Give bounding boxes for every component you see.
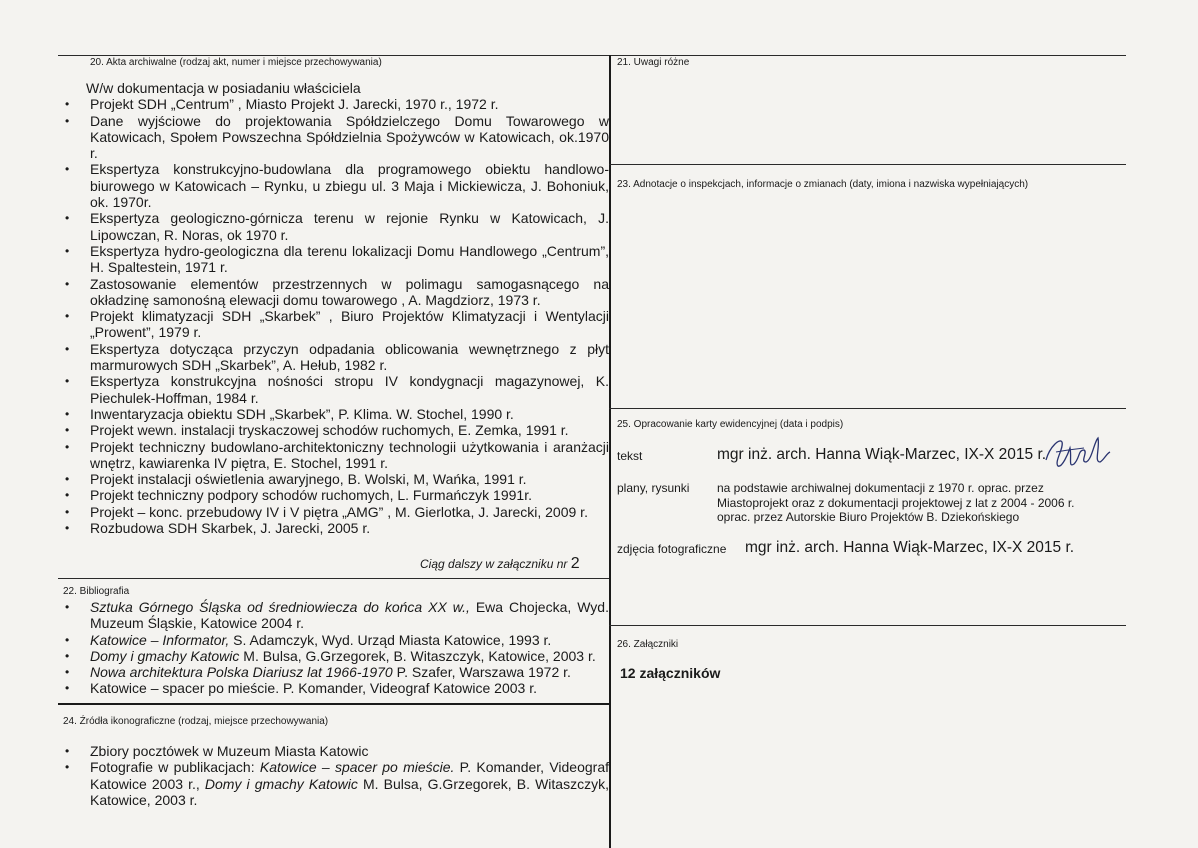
list-item: • Ekspertyza konstrukcyjno-budowlana dla programowego obiektu handlowo-biurowego w Katowicach – Rynku, u zbiegu ul. 3 Maja i Mickiewicza, J. Bohoniuk, ok. 1970r. (64, 161, 609, 210)
book-title: Katowice – Informator, (90, 631, 230, 648)
list-item: • Rozbudowa SDH Skarbek, J. Jarecki, 2005 r. (64, 520, 609, 536)
text-fragment: M. Bulsa, G.Grzegorek, B. Witaszczyk, Katowice, 2003 r. (90, 775, 609, 808)
archive-list (64, 96, 609, 536)
list-item: • Ekspertyza hydro-geologiczna dla terenu lokalizacji Domu Handlowego „Centrum”, H. Spaltestein, 1971 r. (64, 243, 609, 276)
attachments-count: 12 załączników (620, 665, 721, 681)
list-item: • Projekt klimatyzacji SDH „Skarbek” , Biuro Projektów Klimatyzacji i Wentylacji „Prowent”, 1979 r. (64, 308, 609, 341)
section-23-header: 23. Adnotacje o inspekcjach, informacje o zmianach (daty, imiona i nazwiska wypełniających) (617, 179, 1029, 190)
zdjecia-value: mgr inż. arch. Hanna Wiąk-Marzec, IX-X 2015 r. (745, 539, 1075, 556)
rule-23-25 (609, 408, 1126, 409)
text-fragment: Fotografie w publikacjach: (90, 759, 260, 776)
list-item: • Projekt – konc. przebudowy IV i V piętra „AMG” , M. Gierlotka, J. Jarecki, 2009 r. (64, 504, 609, 520)
list-item: • Ekspertyza konstrukcyjna nośności stropu IV kondygnacji magazynowej, K. Piechulek-Hoffman, 1984 r. (64, 373, 609, 406)
rule-20-22 (58, 578, 609, 579)
iconography-list (64, 743, 609, 808)
list-item (64, 648, 609, 664)
tekst-label: tekst (617, 449, 643, 463)
plany-line: Miastoprojekt oraz z dokumentacji projektowej z lat z 2004 - 2006 r. (717, 495, 1075, 510)
bibliography-list (64, 599, 609, 697)
book-details: S. Adamczyk, Wyd. Urząd Miasta Katowice, 1993 r. (229, 631, 552, 648)
book-details: M. Bulsa, G.Grzegorek, B. Witaszczyk, Katowice, 2003 r. (239, 647, 596, 664)
continuation-note (420, 555, 580, 573)
section-24-header: 24. Źródła ikonograficzne (rodzaj, miejsce przechowywania) (63, 716, 329, 727)
section-20-header: 20. Akta archiwalne (rodzaj akt, numer i miejsce przechowywania) (90, 57, 382, 68)
list-item: • Projekt techniczny budowlano-architektoniczny technologii użytkowania i aranżacji wnętrz, kawiarenka IV piętra, E. Stochel, 1991 r. (64, 439, 609, 472)
section-22-body (64, 599, 609, 697)
plany-line: na podstawie archiwalnej dokumentacji z 1970 r. oprac. przez (717, 481, 1044, 495)
section-24-body (64, 743, 609, 808)
book-title: Nowa architektura Polska Diariusz lat 1966-1970 (90, 664, 393, 681)
rule-22-24 (58, 703, 609, 705)
book-title: Sztuka Górnego Śląska od średniowiecza do końca XX w., (90, 599, 470, 615)
list-item: • Zastosowanie elementów przestrzennych w polimagu samogasnącego na okładzinę samonośną elewacji domu towarowego , A. Magdziorz, 1973 r. (64, 276, 609, 309)
list-item (64, 632, 609, 648)
signature-icon (1040, 428, 1112, 474)
top-rule (58, 55, 1126, 56)
list-item: • Projekt techniczny podpory schodów ruchomych, L. Furmańczyk 1991r. (64, 487, 609, 503)
list-item: • Projekt SDH „Centrum” , Miasto Projekt J. Jarecki, 1970 r., 1972 r. (64, 96, 609, 112)
publication-title: Domy i gmachy Katowic (204, 775, 358, 792)
rule-25-26 (609, 625, 1126, 626)
list-item: • Projekt instalacji oświetlenia awaryjnego, B. Wolski, M, Wańka, 1991 r. (64, 471, 609, 487)
continuation-text: Ciąg dalszy w załączniku nr (420, 557, 568, 571)
list-item: • Inwentaryzacja obiektu SDH „Skarbek”, P. Klima. W. Stochel, 1990 r. (64, 406, 609, 422)
tekst-value: mgr inż. arch. Hanna Wiąk-Marzec, IX-X 2015 r. (717, 446, 1047, 463)
plany-line: oprac. przez Autorskie Biuro Projektów B. Dziekońskiego (717, 510, 1020, 524)
zdjecia-label: zdjęcia fotograficzne (617, 542, 727, 556)
publication-title: Katowice – spacer po mieście. (259, 759, 455, 776)
continuation-number: 2 (570, 555, 580, 572)
section-20-intro: W/w dokumentacja w posiadaniu właściciela (86, 80, 361, 96)
book-details: Katowice – spacer po mieście. P. Komander, Videograf Katowice 2003 r. (90, 680, 537, 697)
section-20-body (64, 80, 609, 536)
list-item (64, 599, 609, 632)
list-item: • Ekspertyza dotycząca przyczyn odpadania oblicowania wewnętrznego z płyt marmurowych SDH „Skarbek”, A. Hełub, 1982 r. (64, 341, 609, 374)
section-21-header: 21. Uwagi różne (617, 57, 690, 68)
list-item: • Zbiory pocztówek w Muzeum Miasta Katowic (64, 743, 609, 759)
list-item (64, 664, 609, 680)
center-divider (609, 55, 611, 848)
book-details: P. Szafer, Warszawa 1972 r. (392, 664, 571, 681)
section-26-header: 26. Załączniki (617, 639, 679, 650)
section-25-header: 25. Opracowanie karty ewidencyjnej (data i podpis) (617, 419, 844, 430)
list-item (64, 759, 609, 808)
list-item: • Ekspertyza geologiczno-górnicza terenu w rejonie Rynku w Katowicach, J. Lipowczan, R. Noras, ok 1970 r. (64, 210, 609, 243)
list-item: • Projekt wewn. instalacji tryskaczowej schodów ruchomych, E. Zemka, 1991 r. (64, 422, 609, 438)
plany-label: plany, rysunki (617, 481, 690, 495)
list-item (64, 680, 609, 696)
rule-21-23 (609, 164, 1126, 165)
book-details: Ewa Chojecka, Wyd. Muzeum Śląskie, Katowice 2004 r. (90, 599, 609, 632)
text-fragment: P. Komander, Videograf Katowice 2003 r., (90, 759, 609, 792)
list-item: • Dane wyjściowe do projektowania Spółdzielczego Domu Towarowego w Katowicach, Społem Powszechna Spółdzielnia Spożywców w Katowicach, ok.1970 r. (64, 113, 609, 162)
section-22-header: 22. Bibliografia (63, 586, 130, 597)
book-title: Domy i gmachy Katowic (90, 647, 240, 664)
plany-value (717, 481, 1075, 525)
